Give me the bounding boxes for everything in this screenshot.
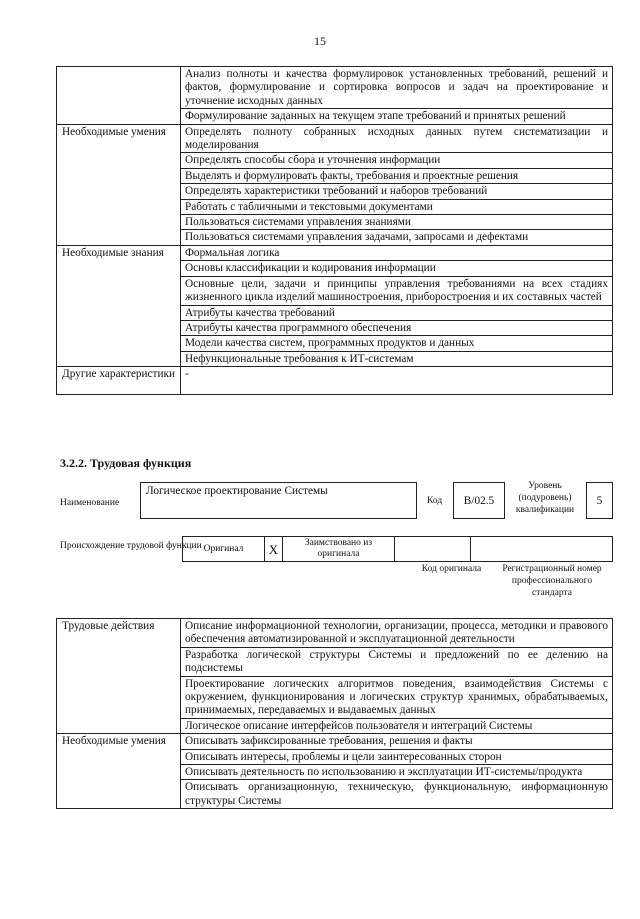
origin-code-caption: Код оригинала — [421, 564, 482, 574]
row-text: Определять способы сбора и уточнения информации — [181, 153, 613, 168]
row-header — [57, 67, 181, 125]
row-text: Работать с табличными и текстовыми документами — [181, 199, 613, 214]
row-header: Необходимые умения — [57, 124, 181, 245]
section-title: 3.2.2. Трудовая функция — [60, 456, 192, 470]
row-text: Пользоваться системами управления задачами, запросами и дефектами — [181, 230, 613, 245]
row-text: Выделять и формулировать факты, требования и проектные решения — [181, 168, 613, 183]
origin-code-cell — [395, 537, 471, 562]
row-text: Описывать деятельность по использованию и эксплуатации ИТ-системы/продукта — [181, 765, 613, 780]
table-row — [57, 367, 613, 395]
row-text: Разработка логической структуры Системы и предложений по ее делению на подсистемы — [181, 647, 613, 676]
table-row — [57, 67, 613, 109]
name-label: Наименование — [60, 498, 120, 508]
row-text: Описывать интересы, проблемы и цели заинтересованных сторон — [181, 749, 613, 764]
origin-mark: X — [265, 537, 283, 562]
function-name-value: Логическое проектирование Системы — [140, 482, 417, 519]
row-text: Описывать организационную, техническую, функциональную, информационную структуры Системы — [181, 780, 613, 809]
row-text: - — [181, 367, 613, 395]
row-text: Основы классификации и кодирования информации — [181, 261, 613, 276]
row-header: Необходимые умения — [57, 734, 181, 809]
row-text: Нефункциональные требования к ИТ-системам — [181, 351, 613, 366]
row-header: Необходимые знания — [57, 245, 181, 366]
row-text: Атрибуты качества требований — [181, 305, 613, 320]
row-text: Модели качества систем, программных продуктов и данных — [181, 336, 613, 351]
origin-borrowed-label: Заимствовано из оригинала — [283, 537, 395, 562]
row-text: Анализ полноты и качества формулировок установленных требований, решений и фактов, формулирование и сортировка вопросов и задач на проектирование и уточнение исходных данных — [181, 67, 613, 109]
row-text: Основные цели, задачи и принципы управления требованиями на всех стадиях жизненного цикла изделий машиностроения, приборостроения и их составных частей — [181, 276, 613, 305]
origin-reg-cell — [471, 537, 613, 562]
origin-reg-caption: Регистрационный номер профессионального стандарта — [502, 564, 602, 598]
row-header: Другие характеристики — [57, 367, 181, 395]
row-text: Формулирование заданных на текущем этапе требований и принятых решений — [181, 109, 613, 124]
labor-actions-table — [56, 618, 613, 809]
row-text: Определять характеристики требований и наборов требований — [181, 184, 613, 199]
row-text: Пользоваться системами управления знаниями — [181, 215, 613, 230]
competency-table-top — [56, 66, 613, 395]
function-code-value: B/02.5 — [453, 482, 505, 519]
table-row — [57, 245, 613, 260]
row-text: Определять полноту собранных исходных данных путем систематизации и моделирования — [181, 124, 613, 153]
table-row — [57, 619, 613, 648]
table-row — [57, 734, 613, 749]
row-text: Формальная логика — [181, 245, 613, 260]
row-text: Описывать зафиксированные требования, решения и факты — [181, 734, 613, 749]
row-text: Логическое описание интерфейсов пользователя и интеграций Системы — [181, 718, 613, 733]
qualification-level-value: 5 — [586, 482, 613, 519]
row-text: Атрибуты качества программного обеспечения — [181, 320, 613, 335]
table-row — [57, 124, 613, 153]
row-header: Трудовые действия — [57, 619, 181, 734]
qualification-level-label: Уровень (подуровень) квалификации — [515, 481, 575, 515]
origin-label: Происхождение трудовой функции — [60, 541, 202, 551]
code-label: Код — [427, 496, 443, 506]
page-number: 15 — [314, 34, 326, 48]
row-text: Проектирование логических алгоритмов поведения, взаимодействия Системы с окружением, функционирования и логических структур хранимых, обрабатываемых, принимаемых, передаваемых и выдаваемых данных — [181, 676, 613, 718]
origin-original-label: Оригинал — [183, 537, 265, 562]
origin-table — [182, 536, 613, 562]
row-text: Описание информационной технологии, организации, процесса, методики и правового обеспечения автоматизированной и эксплуатационной деятельности — [181, 619, 613, 648]
